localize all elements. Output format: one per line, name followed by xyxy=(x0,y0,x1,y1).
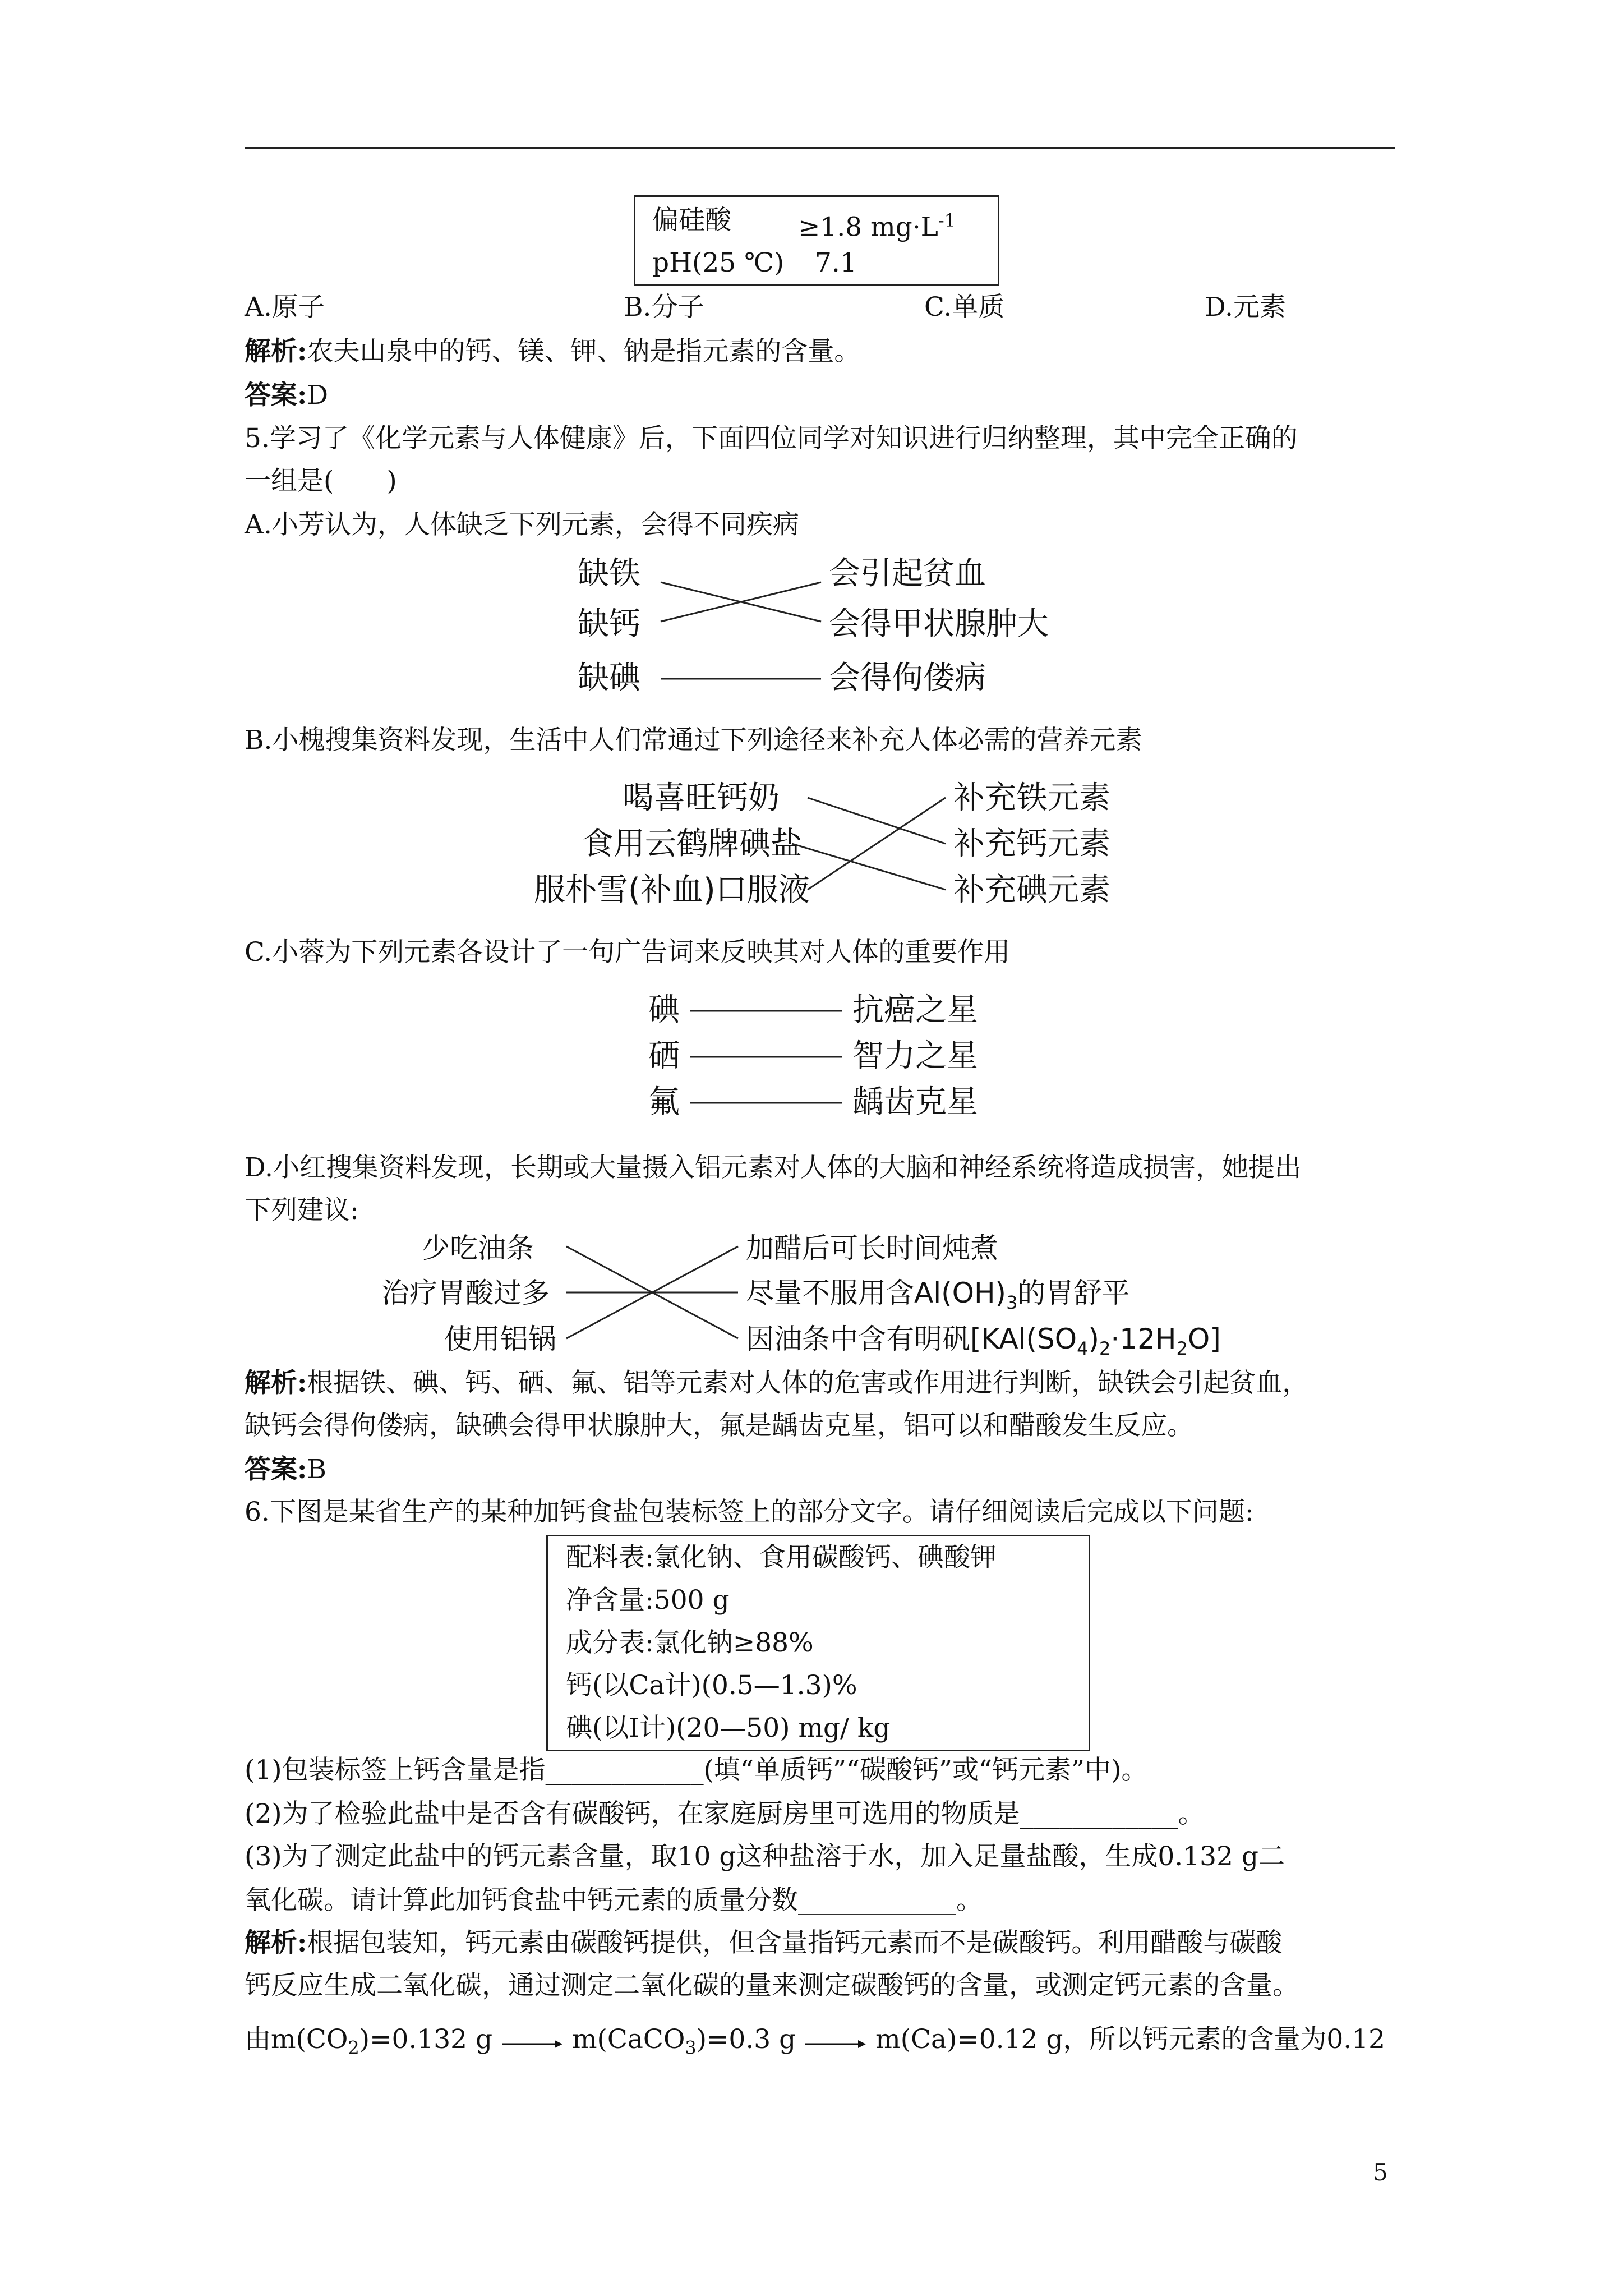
diagram-a-left: 缺铁 xyxy=(578,555,640,592)
table-cell: 偏硅酸 xyxy=(652,205,731,236)
diagram-c-left: 氟 xyxy=(648,1084,680,1120)
diagram-d-left: 使用铝锅 xyxy=(444,1323,556,1355)
q6-stem: 6.下图是某省生产的某种加钙食盐包装标签上的部分文字。请仔细阅读后完成以下问题: xyxy=(245,1497,1254,1527)
page-number: 5 xyxy=(1373,2159,1388,2186)
q5-stem-cont: 一组是( ) xyxy=(245,466,397,496)
option-a: A.原子 xyxy=(245,292,325,323)
q6-analysis-cont: 钙反应生成二氧化碳，通过测定二氧化碳的量来测定碳酸钙的含量，或测定钙元素的含量。 xyxy=(245,1970,1299,2001)
q6-analysis: 解析:根据包装知，钙元素由碳酸钙提供，但含量指钙元素而不是碳酸钙。利用醋酸与碳酸 xyxy=(245,1927,1283,1958)
salt-label-box xyxy=(546,1535,1090,1751)
table-cell: ≥1.8 $mg\cdot L^{-1}$ xyxy=(798,210,956,243)
arrow-icon xyxy=(501,2024,564,2058)
table-cell: 7.1 xyxy=(815,247,857,278)
q6-calculation: 由$m(CO_2)=0.132$ g m(CaCO$_3$)=0.3 g m(Ca)=0.12 g，所以钙元素的含量为0.12 xyxy=(245,2024,1386,2059)
option-d: D.元素 xyxy=(1205,292,1286,323)
diagram-c-right: 抗癌之星 xyxy=(852,992,978,1028)
diagram-b-left: 服朴雪(补血)口服液 xyxy=(534,872,810,908)
label-line: 成分表:氯化钠≥88% xyxy=(566,1627,814,1658)
label-line: 净含量:500 g xyxy=(566,1585,730,1616)
diagram-b-right: 补充铁元素 xyxy=(953,780,1110,816)
q5-option-a: A.小芳认为，人体缺乏下列元素，会得不同疾病 xyxy=(245,509,799,540)
q6-sub3-cont: 氧化碳。请计算此加钙食盐中钙元素的质量分数____________。 xyxy=(245,1885,983,1916)
q6-sub1: (1)包装标签上钙含量是指____________(填“单质钙”“碳酸钙”或“钙元素”中)。 xyxy=(245,1755,1148,1786)
q5-answer: 答案:B xyxy=(245,1454,326,1485)
diagram-c-right: 智力之星 xyxy=(852,1038,978,1074)
diagram-d-right: 因油条中含有明矾$[KAl(SO_4)_2\cdot 12H_2O]$ xyxy=(746,1323,1221,1359)
option-c: C.单质 xyxy=(924,292,1005,323)
q5-option-d-cont: 下列建议: xyxy=(245,1195,359,1226)
option-b: B.分子 xyxy=(624,292,704,323)
q5-option-c: C.小蓉为下列元素各设计了一句广告词来反映其对人体的重要作用 xyxy=(245,937,1011,968)
q4-answer: 答案:D xyxy=(245,380,329,411)
q5-analysis-cont: 缺钙会得佝偻病，缺碘会得甲状腺肿大，氟是龋齿克星，铝可以和醋酸发生反应。 xyxy=(245,1410,1193,1441)
diagram-b-left: 食用云鹤牌碘盐 xyxy=(582,826,802,862)
diagram-d-right: 尽量不服用含$Al(OH)_3$的胃舒平 xyxy=(746,1277,1130,1313)
diagram-b-right: 补充碘元素 xyxy=(953,872,1110,908)
q5-stem: 5.学习了《化学元素与人体健康》后，下面四位同学对知识进行归纳整理，其中完全正确的 xyxy=(245,423,1298,454)
diagram-a-right: 会得佝偻病 xyxy=(829,660,986,696)
diagram-a-right: 会得甲状腺肿大 xyxy=(829,606,1049,642)
diagram-d-right: 加醋后可长时间炖煮 xyxy=(746,1232,998,1264)
diagram-d-left: 治疗胃酸过多 xyxy=(381,1277,550,1309)
q5-option-d: D.小红搜集资料发现，长期或大量摄入铝元素对人体的大脑和神经系统将造成损害，她提出 xyxy=(245,1152,1301,1183)
q5-option-b: B.小槐搜集资料发现，生活中人们常通过下列途径来补充人体必需的营养元素 xyxy=(245,725,1142,756)
diagram-c-left: 硒 xyxy=(648,1038,680,1074)
q6-sub2: (2)为了检验此盐中是否含有碳酸钙，在家庭厨房里可选用的物质是____________。 xyxy=(245,1798,1205,1829)
diagram-a-left: 缺钙 xyxy=(578,606,640,642)
table-cell: pH(25 ℃) xyxy=(652,247,785,278)
diagram-c-right: 龋齿克星 xyxy=(852,1084,978,1120)
diagram-d-left: 少吃油条 xyxy=(422,1232,534,1264)
q4-analysis: 解析:农夫山泉中的钙、镁、钾、钠是指元素的含量。 xyxy=(245,336,861,367)
label-line: 碘(以I计)(20—50) mg/ kg xyxy=(566,1713,891,1743)
label-line: 配料表:氯化钠、食用碳酸钙、碘酸钾 xyxy=(566,1542,997,1573)
diagram-a-left: 缺碘 xyxy=(578,660,640,696)
label-line: 钙(以Ca计)(0.5—1.3)% xyxy=(566,1670,857,1701)
diagram-a-right: 会引起贫血 xyxy=(829,555,986,592)
diagram-b-right: 补充钙元素 xyxy=(953,826,1110,862)
arrow-icon xyxy=(804,2024,867,2058)
q5-analysis: 解析:根据铁、碘、钙、硒、氟、铝等元素对人体的危害或作用进行判断，缺铁会引起贫血， xyxy=(245,1368,1309,1398)
q6-sub3: (3)为了测定此盐中的钙元素含量，取10 g这种盐溶于水，加入足量盐酸，生成0.132 g二 xyxy=(245,1841,1285,1872)
diagram-b-left: 喝喜旺钙奶 xyxy=(623,780,780,816)
diagram-c-left: 碘 xyxy=(648,992,680,1028)
